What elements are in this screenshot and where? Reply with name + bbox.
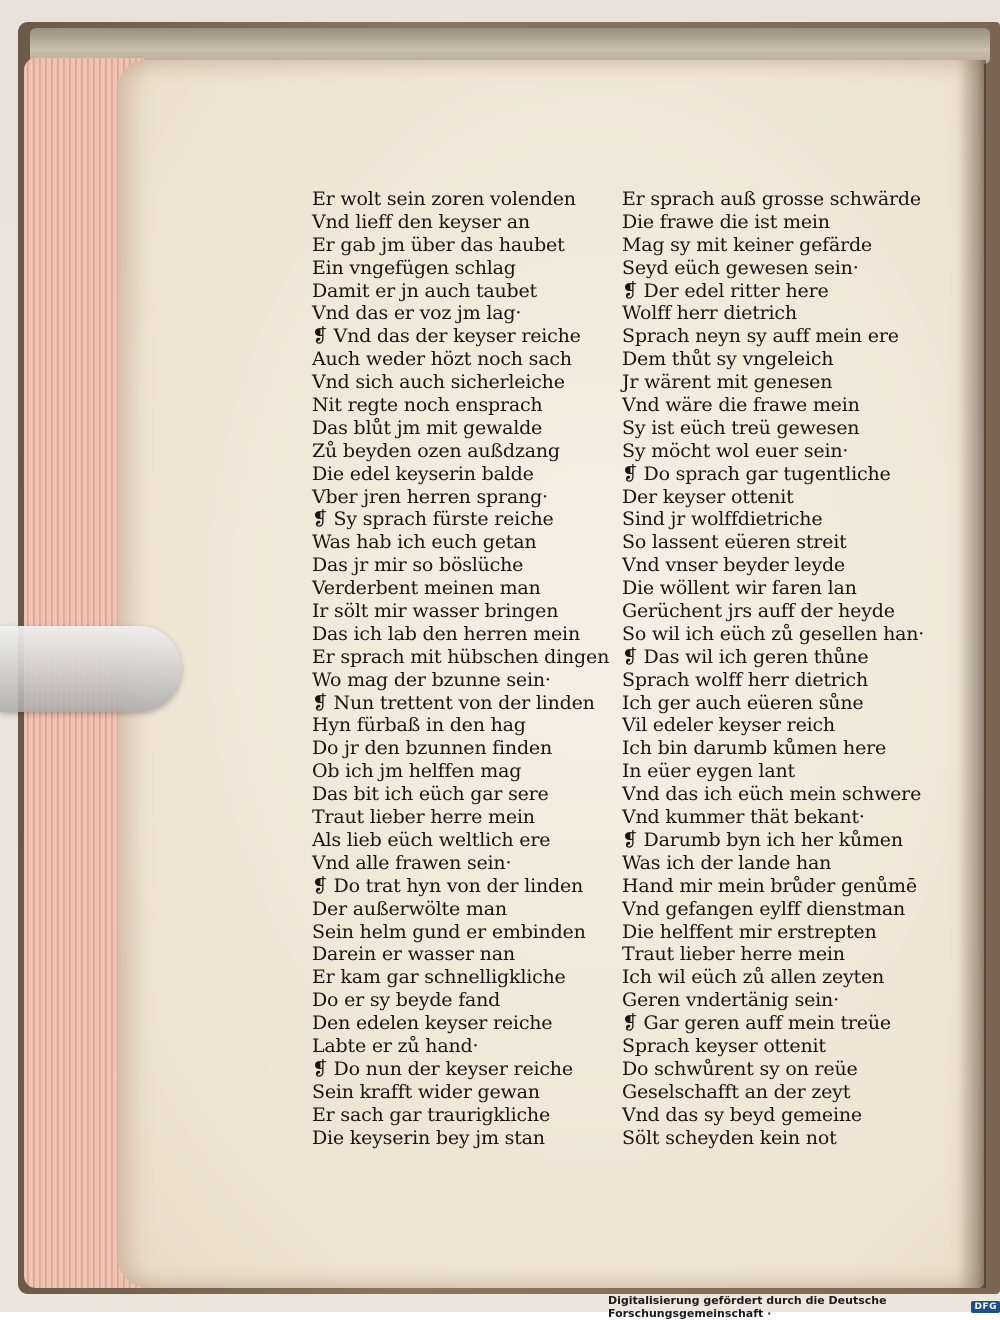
verse-line: Vnd das er voz jm lag· [312,302,522,325]
verse-line: Der außerwölte man [312,897,507,920]
verse-line: Darein er wasser nan [312,943,515,966]
verse-line: Das blůt jm mit gewalde [312,416,543,439]
verse-line: Sy möcht wol euer sein· [622,439,849,462]
verse-line: Geselschafft an der zeyt [622,1080,851,1103]
verse-line: Do jr den bzunnen finden [312,737,553,760]
verse-line: Ich bin darumb kůmen here [622,737,887,760]
verse-line: Verderbent meinen man [312,577,541,600]
verse-line: Mag sy mit keiner gefärde [622,233,872,256]
text-column-right [622,188,924,1149]
verse-line: Das jr mir so böslüche [312,554,524,577]
verse-line: Do schwůrent sy on reüe [622,1057,858,1080]
verse-line: Wolff herr dietrich [622,302,797,325]
verse-line: Vil edeler keyser reich [622,714,835,737]
verse-line: Die frawe die ist mein [622,210,830,233]
verse-line: Jr wärent mit genesen [622,371,833,394]
verse-line: Traut lieber herre mein [622,943,845,966]
verse-line: Auch weder hözt noch sach [312,348,572,371]
verse-line: Er wolt sein zoren volenden [312,188,576,210]
verse-line: Als lieb eüch weltlich ere [312,828,551,851]
verse-line: Ich wil eüch zů allen zeyten [622,966,885,989]
verse-line: Sy ist eüch treü gewesen [622,416,860,439]
verse-line: Sein krafft wider gewan [312,1080,540,1103]
verse-line: Die edel keyserin balde [312,462,534,485]
verse-line: Nit regte noch ensprach [312,394,543,417]
verse-line: Dem thůt sy vngeleich [622,348,834,371]
verse-line: Zů beyden ozen außdzang [312,439,560,462]
verse-line: Das bit ich eüch gar sere [312,783,549,806]
verse-line: Was hab ich euch getan [312,531,537,554]
verse-line: ❡ Das wil ich geren thůne [622,645,869,668]
verse-line: Die wöllent wir faren lan [622,577,857,600]
verse-line: ❡ Vnd das der keyser reiche [312,325,581,348]
verse-line: ❡ Gar geren auff mein treüe [622,1012,891,1035]
verse-line: ❡ Do sprach gar tugentliche [622,462,891,485]
verse-line: ❡ Der edel ritter here [622,279,829,302]
verse-line: Er kam gar schnelligkliche [312,966,566,989]
verse-line: Ein vngefügen schlag [312,256,516,279]
verse-line: Sprach keyser ottenit [622,1034,826,1057]
verse-line: Vnd wäre die frawe mein [622,394,860,417]
verse-line: Ich ger auch eüeren sůne [622,691,864,714]
verse-line: Vnd lieff den keyser an [312,210,530,233]
verse-line: Hand mir mein brůder genůmē [622,874,917,897]
footer-credit-text: Digitalisierung gefördert durch die Deutsche Forschungsgemeinschaft · [608,1294,887,1320]
verse-line: Vnd vnser beyder leyde [622,554,845,577]
verse-line: Die keyserin bey jm stan [312,1126,545,1149]
verse-line: Hyn fürbaß in den hag [312,714,526,737]
verse-line: Was ich der lande han [622,851,832,874]
verse-line: Do er sy beyde fand [312,989,501,1012]
verse-line: Er sach gar traurigkliche [312,1103,550,1126]
verse-line: So lassent eüeren streit [622,531,847,554]
text-column-left [312,188,609,1149]
verse-line: Sprach neyn sy auff mein ere [622,325,899,348]
dfg-logo: DFG [971,1301,1000,1313]
verse-line: Der keyser ottenit [622,485,794,508]
verse-line: ❡ Darumb byn ich her kůmen [622,828,903,851]
verse-line: ❡ Do nun der keyser reiche [312,1057,573,1080]
verse-line: Den edelen keyser reiche [312,1012,553,1035]
verse-line: Vnd alle frawen sein· [312,851,512,874]
verse-line: Er sprach auß grosse schwärde [622,188,921,210]
verse-line: Er gab jm über das haubet [312,233,565,256]
verse-line: Er sprach mit hübschen dingen [312,645,610,668]
verse-line: Die helffent mir erstrepten [622,920,877,943]
verse-line: Damit er jn auch taubet [312,279,537,302]
verse-line: ❡ Do trat hyn von der linden [312,874,584,897]
verse-line: Wo mag der bzunne sein· [312,668,551,691]
verse-line: Vnd sich auch sicherleiche [312,371,565,394]
verse-line: ❡ Sy sprach fürste reiche [312,508,554,531]
verse-line: Gerüchent jrs auff der heyde [622,600,895,623]
verse-line: Seyd eüch gewesen sein· [622,256,859,279]
page-gutter [958,60,986,1288]
verse-line: ❡ Nun trettent von der linden [312,691,595,714]
verse-line: Ir sölt mir wasser bringen [312,600,559,623]
verse-line: In eüer eygen lant [622,760,795,783]
verse-line: So wil ich eüch zů gesellen han· [622,622,925,645]
footer-credit [608,1294,1000,1320]
verse-line: Vnd das sy beyd gemeine [622,1103,862,1126]
verse-line: Sind jr wolffdietriche [622,508,823,531]
verse-line: Labte er zů hand· [312,1034,479,1057]
verse-line: Sein helm gund er embinden [312,920,586,943]
book-top-edge [30,28,990,64]
page-holder-clip [0,626,182,712]
verse-line: Geren vndertänig sein· [622,989,839,1012]
verse-line: Vnd kummer thät bekant· [622,806,865,829]
verse-line: Das ich lab den herren mein [312,622,580,645]
verse-line: Sprach wolff herr dietrich [622,668,869,691]
verse-line: Vber jren herren sprang· [312,485,548,508]
verse-line: Ob ich jm helffen mag [312,760,522,783]
verse-line: Vnd gefangen eylff dienstman [622,897,906,920]
verse-line: Vnd das ich eüch mein schwere [622,783,922,806]
verse-line: Traut lieber herre mein [312,806,535,829]
verse-line: Sölt scheyden kein not [622,1126,837,1149]
